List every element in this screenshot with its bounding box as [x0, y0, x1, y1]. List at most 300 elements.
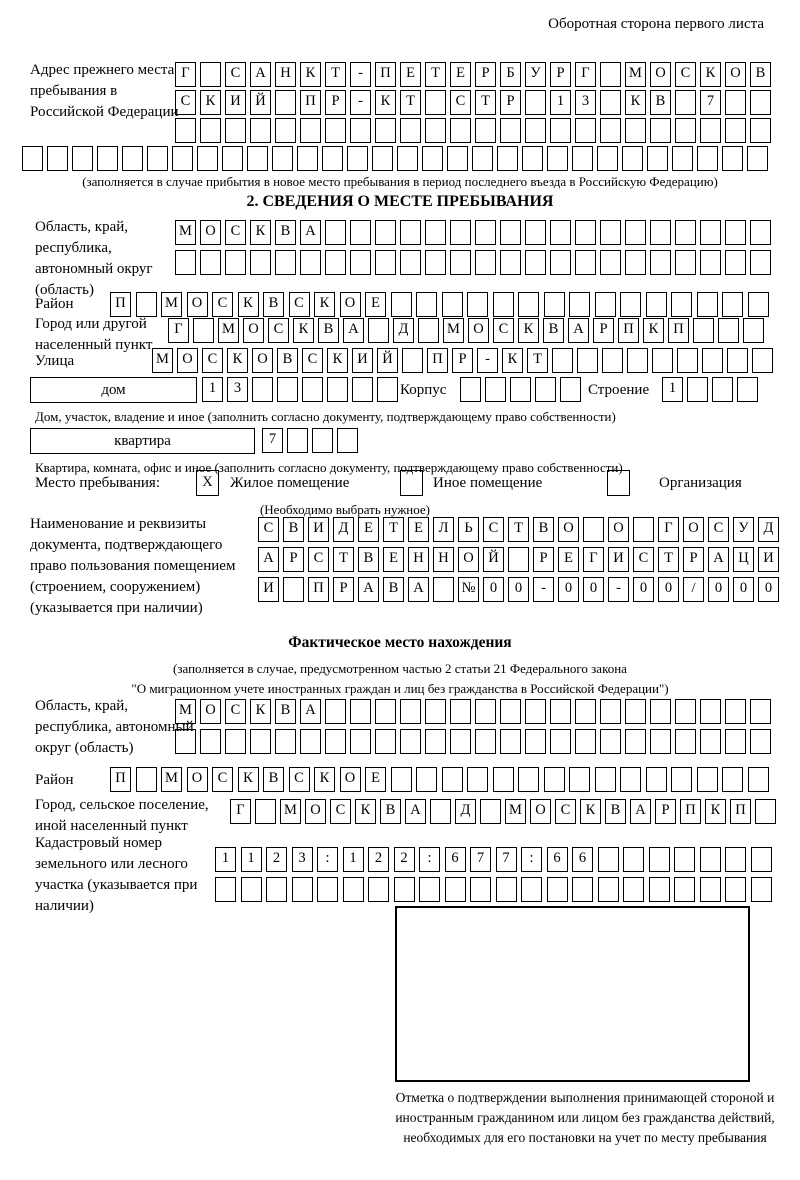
char-cell[interactable]: С	[212, 767, 233, 792]
char-cell[interactable]: В	[543, 318, 564, 343]
char-cell[interactable]: С	[225, 220, 246, 245]
char-cell[interactable]: П	[110, 292, 131, 317]
char-cell[interactable]: О	[683, 517, 704, 542]
char-cell[interactable]	[725, 118, 746, 143]
char-cell[interactable]: -	[350, 90, 371, 115]
char-cell[interactable]: К	[250, 220, 271, 245]
char-cell[interactable]: В	[275, 699, 296, 724]
char-cell[interactable]: Г	[658, 517, 679, 542]
char-cell[interactable]: В	[533, 517, 554, 542]
char-cell[interactable]	[250, 250, 271, 275]
char-cell[interactable]	[625, 729, 646, 754]
char-cell[interactable]	[725, 220, 746, 245]
char-cell[interactable]	[275, 118, 296, 143]
char-cell[interactable]: 7	[470, 847, 491, 872]
char-cell[interactable]: О	[650, 62, 671, 87]
char-cell[interactable]	[697, 146, 718, 171]
char-cell[interactable]	[215, 877, 236, 902]
char-cell[interactable]: С	[493, 318, 514, 343]
char-cell[interactable]	[372, 146, 393, 171]
char-cell[interactable]	[416, 292, 437, 317]
char-cell[interactable]	[350, 220, 371, 245]
char-cell[interactable]	[600, 699, 621, 724]
char-cell[interactable]	[650, 729, 671, 754]
document-row-2[interactable]	[258, 547, 779, 572]
stay-type-checkbox-organization[interactable]	[607, 470, 630, 496]
char-cell[interactable]	[255, 799, 276, 824]
char-cell[interactable]: К	[314, 767, 335, 792]
char-cell[interactable]: А	[408, 577, 429, 602]
char-cell[interactable]	[525, 90, 546, 115]
char-cell[interactable]	[675, 118, 696, 143]
char-cell[interactable]: М	[175, 220, 196, 245]
char-cell[interactable]	[748, 767, 769, 792]
char-cell[interactable]: О	[608, 517, 629, 542]
char-cell[interactable]: 0	[658, 577, 679, 602]
char-cell[interactable]: С	[708, 517, 729, 542]
char-cell[interactable]	[750, 118, 771, 143]
char-cell[interactable]	[600, 118, 621, 143]
char-cell[interactable]	[375, 220, 396, 245]
char-cell[interactable]: Р	[533, 547, 554, 572]
char-cell[interactable]: Е	[408, 517, 429, 542]
char-cell[interactable]	[175, 729, 196, 754]
char-cell[interactable]: К	[227, 348, 248, 373]
char-cell[interactable]	[750, 220, 771, 245]
char-cell[interactable]	[250, 729, 271, 754]
char-cell[interactable]	[250, 118, 271, 143]
char-cell[interactable]	[675, 250, 696, 275]
char-cell[interactable]: В	[263, 292, 284, 317]
char-cell[interactable]: :	[419, 847, 440, 872]
char-cell[interactable]: К	[705, 799, 726, 824]
char-cell[interactable]	[325, 118, 346, 143]
char-cell[interactable]	[547, 877, 568, 902]
char-cell[interactable]: -	[533, 577, 554, 602]
char-cell[interactable]: Д	[455, 799, 476, 824]
char-cell[interactable]: С	[225, 699, 246, 724]
char-cell[interactable]: О	[187, 292, 208, 317]
char-cell[interactable]	[623, 847, 644, 872]
char-cell[interactable]	[241, 877, 262, 902]
char-cell[interactable]	[416, 767, 437, 792]
char-cell[interactable]	[275, 90, 296, 115]
char-cell[interactable]: И	[308, 517, 329, 542]
char-cell[interactable]: А	[708, 547, 729, 572]
region-row-1[interactable]	[175, 220, 771, 245]
char-cell[interactable]	[425, 729, 446, 754]
char-cell[interactable]	[475, 250, 496, 275]
char-cell[interactable]	[252, 377, 273, 402]
char-cell[interactable]: :	[317, 847, 338, 872]
char-cell[interactable]	[350, 699, 371, 724]
char-cell[interactable]	[447, 146, 468, 171]
char-cell[interactable]: М	[505, 799, 526, 824]
char-cell[interactable]: 7	[700, 90, 721, 115]
char-cell[interactable]	[750, 729, 771, 754]
char-cell[interactable]: Т	[383, 517, 404, 542]
char-cell[interactable]: М	[161, 292, 182, 317]
cadastral-row-2[interactable]	[215, 877, 772, 902]
char-cell[interactable]: Р	[550, 62, 571, 87]
char-cell[interactable]	[671, 292, 692, 317]
char-cell[interactable]	[525, 699, 546, 724]
char-cell[interactable]	[445, 877, 466, 902]
char-cell[interactable]	[602, 348, 623, 373]
char-cell[interactable]: И	[608, 547, 629, 572]
char-cell[interactable]: Р	[475, 62, 496, 87]
char-cell[interactable]: П	[618, 318, 639, 343]
char-cell[interactable]	[535, 377, 556, 402]
char-cell[interactable]	[200, 729, 221, 754]
char-cell[interactable]: 0	[558, 577, 579, 602]
char-cell[interactable]: С	[450, 90, 471, 115]
char-cell[interactable]	[674, 877, 695, 902]
char-cell[interactable]	[472, 146, 493, 171]
char-cell[interactable]	[583, 517, 604, 542]
char-cell[interactable]	[550, 118, 571, 143]
char-cell[interactable]	[475, 220, 496, 245]
char-cell[interactable]	[752, 348, 773, 373]
char-cell[interactable]: Р	[452, 348, 473, 373]
char-cell[interactable]	[400, 118, 421, 143]
char-cell[interactable]: К	[314, 292, 335, 317]
char-cell[interactable]	[750, 250, 771, 275]
char-cell[interactable]	[572, 146, 593, 171]
char-cell[interactable]: О	[468, 318, 489, 343]
char-cell[interactable]	[368, 318, 389, 343]
char-cell[interactable]: 3	[292, 847, 313, 872]
char-cell[interactable]	[595, 767, 616, 792]
char-cell[interactable]: И	[225, 90, 246, 115]
char-cell[interactable]	[649, 847, 670, 872]
char-cell[interactable]: Н	[408, 547, 429, 572]
char-cell[interactable]: С	[268, 318, 289, 343]
char-cell[interactable]: 1	[202, 377, 223, 402]
char-cell[interactable]: В	[650, 90, 671, 115]
char-cell[interactable]	[418, 318, 439, 343]
char-cell[interactable]	[350, 250, 371, 275]
char-cell[interactable]	[737, 377, 758, 402]
char-cell[interactable]	[337, 428, 358, 453]
char-cell[interactable]: 1	[215, 847, 236, 872]
prev-address-row-3[interactable]	[175, 118, 771, 143]
char-cell[interactable]	[575, 250, 596, 275]
char-cell[interactable]: Г	[575, 62, 596, 87]
char-cell[interactable]: Н	[275, 62, 296, 87]
char-cell[interactable]: 6	[547, 847, 568, 872]
char-cell[interactable]: Н	[433, 547, 454, 572]
char-cell[interactable]	[470, 877, 491, 902]
char-cell[interactable]: 1	[662, 377, 683, 402]
char-cell[interactable]	[625, 220, 646, 245]
char-cell[interactable]	[700, 118, 721, 143]
char-cell[interactable]	[419, 877, 440, 902]
char-cell[interactable]	[72, 146, 93, 171]
char-cell[interactable]	[22, 146, 43, 171]
char-cell[interactable]	[475, 699, 496, 724]
al-region-row-1[interactable]	[175, 699, 771, 724]
char-cell[interactable]	[572, 877, 593, 902]
char-cell[interactable]	[652, 348, 673, 373]
char-cell[interactable]	[430, 799, 451, 824]
char-cell[interactable]: В	[277, 348, 298, 373]
char-cell[interactable]	[650, 220, 671, 245]
char-cell[interactable]	[400, 250, 421, 275]
char-cell[interactable]: М	[161, 767, 182, 792]
char-cell[interactable]: 2	[394, 847, 415, 872]
stroenie-row[interactable]	[662, 377, 758, 402]
char-cell[interactable]: А	[630, 799, 651, 824]
char-cell[interactable]	[425, 118, 446, 143]
char-cell[interactable]	[649, 877, 670, 902]
char-cell[interactable]	[633, 517, 654, 542]
char-cell[interactable]	[525, 220, 546, 245]
char-cell[interactable]: Д	[333, 517, 354, 542]
char-cell[interactable]	[493, 767, 514, 792]
char-cell[interactable]	[725, 699, 746, 724]
char-cell[interactable]	[493, 292, 514, 317]
char-cell[interactable]	[600, 250, 621, 275]
char-cell[interactable]	[674, 847, 695, 872]
char-cell[interactable]: О	[558, 517, 579, 542]
char-cell[interactable]: Т	[425, 62, 446, 87]
char-cell[interactable]	[425, 250, 446, 275]
prev-address-row-2[interactable]	[175, 90, 771, 115]
char-cell[interactable]: О	[200, 699, 221, 724]
char-cell[interactable]: Е	[383, 547, 404, 572]
char-cell[interactable]	[197, 146, 218, 171]
char-cell[interactable]: И	[758, 547, 779, 572]
char-cell[interactable]	[460, 377, 481, 402]
char-cell[interactable]	[595, 292, 616, 317]
char-cell[interactable]	[600, 62, 621, 87]
char-cell[interactable]	[500, 220, 521, 245]
char-cell[interactable]	[425, 699, 446, 724]
char-cell[interactable]	[400, 220, 421, 245]
char-cell[interactable]	[225, 118, 246, 143]
char-cell[interactable]	[272, 146, 293, 171]
char-cell[interactable]: О	[177, 348, 198, 373]
char-cell[interactable]: П	[668, 318, 689, 343]
char-cell[interactable]: С	[225, 62, 246, 87]
char-cell[interactable]: В	[318, 318, 339, 343]
char-cell[interactable]	[743, 318, 764, 343]
char-cell[interactable]	[700, 847, 721, 872]
char-cell[interactable]	[277, 377, 298, 402]
char-cell[interactable]	[200, 118, 221, 143]
char-cell[interactable]	[375, 250, 396, 275]
korpus-row[interactable]	[460, 377, 581, 402]
char-cell[interactable]: В	[380, 799, 401, 824]
char-cell[interactable]: И	[258, 577, 279, 602]
city-row[interactable]	[168, 318, 764, 343]
char-cell[interactable]	[400, 729, 421, 754]
char-cell[interactable]: Е	[450, 62, 471, 87]
char-cell[interactable]: 2	[368, 847, 389, 872]
char-cell[interactable]: В	[605, 799, 626, 824]
char-cell[interactable]: П	[375, 62, 396, 87]
char-cell[interactable]	[620, 292, 641, 317]
char-cell[interactable]: С	[633, 547, 654, 572]
char-cell[interactable]: М	[280, 799, 301, 824]
char-cell[interactable]: Д	[393, 318, 414, 343]
char-cell[interactable]: К	[327, 348, 348, 373]
char-cell[interactable]	[747, 146, 768, 171]
char-cell[interactable]	[650, 699, 671, 724]
char-cell[interactable]: 0	[633, 577, 654, 602]
char-cell[interactable]: С	[330, 799, 351, 824]
char-cell[interactable]: И	[352, 348, 373, 373]
char-cell[interactable]	[175, 118, 196, 143]
char-cell[interactable]	[225, 250, 246, 275]
char-cell[interactable]: 7	[262, 428, 283, 453]
char-cell[interactable]: О	[340, 767, 361, 792]
char-cell[interactable]	[544, 767, 565, 792]
char-cell[interactable]: П	[730, 799, 751, 824]
char-cell[interactable]	[147, 146, 168, 171]
char-cell[interactable]	[325, 699, 346, 724]
char-cell[interactable]	[622, 146, 643, 171]
char-cell[interactable]	[693, 318, 714, 343]
char-cell[interactable]	[544, 292, 565, 317]
char-cell[interactable]	[275, 250, 296, 275]
char-cell[interactable]	[247, 146, 268, 171]
char-cell[interactable]	[700, 220, 721, 245]
char-cell[interactable]	[175, 250, 196, 275]
char-cell[interactable]	[225, 729, 246, 754]
char-cell[interactable]: В	[263, 767, 284, 792]
char-cell[interactable]	[122, 146, 143, 171]
char-cell[interactable]: С	[289, 292, 310, 317]
char-cell[interactable]	[569, 767, 590, 792]
char-cell[interactable]	[672, 146, 693, 171]
char-cell[interactable]: 0	[708, 577, 729, 602]
char-cell[interactable]	[377, 377, 398, 402]
char-cell[interactable]: К	[355, 799, 376, 824]
char-cell[interactable]	[577, 348, 598, 373]
char-cell[interactable]	[646, 292, 667, 317]
char-cell[interactable]: Й	[250, 90, 271, 115]
char-cell[interactable]	[222, 146, 243, 171]
char-cell[interactable]: О	[243, 318, 264, 343]
char-cell[interactable]	[727, 348, 748, 373]
char-cell[interactable]	[700, 699, 721, 724]
char-cell[interactable]	[391, 292, 412, 317]
char-cell[interactable]: Г	[175, 62, 196, 87]
char-cell[interactable]	[518, 767, 539, 792]
char-cell[interactable]	[327, 377, 348, 402]
char-cell[interactable]: Т	[508, 517, 529, 542]
char-cell[interactable]	[200, 62, 221, 87]
char-cell[interactable]	[325, 250, 346, 275]
char-cell[interactable]: Г	[168, 318, 189, 343]
char-cell[interactable]	[522, 146, 543, 171]
char-cell[interactable]: С	[258, 517, 279, 542]
char-cell[interactable]	[575, 729, 596, 754]
char-cell[interactable]	[467, 767, 488, 792]
char-cell[interactable]	[518, 292, 539, 317]
char-cell[interactable]	[292, 877, 313, 902]
char-cell[interactable]	[697, 292, 718, 317]
char-cell[interactable]: А	[258, 547, 279, 572]
char-cell[interactable]	[97, 146, 118, 171]
char-cell[interactable]: П	[308, 577, 329, 602]
char-cell[interactable]: 3	[227, 377, 248, 402]
char-cell[interactable]	[325, 729, 346, 754]
char-cell[interactable]: Т	[658, 547, 679, 572]
char-cell[interactable]	[325, 220, 346, 245]
char-cell[interactable]: М	[152, 348, 173, 373]
char-cell[interactable]: А	[358, 577, 379, 602]
char-cell[interactable]: К	[502, 348, 523, 373]
char-cell[interactable]: С	[202, 348, 223, 373]
char-cell[interactable]: 7	[496, 847, 517, 872]
char-cell[interactable]	[575, 220, 596, 245]
char-cell[interactable]: П	[110, 767, 131, 792]
char-cell[interactable]: Р	[333, 577, 354, 602]
char-cell[interactable]	[283, 577, 304, 602]
char-cell[interactable]	[575, 118, 596, 143]
char-cell[interactable]: Р	[683, 547, 704, 572]
char-cell[interactable]: Р	[283, 547, 304, 572]
char-cell[interactable]	[450, 220, 471, 245]
char-cell[interactable]	[352, 377, 373, 402]
char-cell[interactable]: К	[238, 767, 259, 792]
house-number-row[interactable]	[202, 377, 398, 402]
char-cell[interactable]	[550, 250, 571, 275]
char-cell[interactable]: Е	[400, 62, 421, 87]
char-cell[interactable]: А	[300, 699, 321, 724]
char-cell[interactable]	[600, 729, 621, 754]
char-cell[interactable]	[475, 729, 496, 754]
stay-type-checkbox-other[interactable]	[400, 470, 423, 496]
char-cell[interactable]	[433, 577, 454, 602]
char-cell[interactable]	[510, 377, 531, 402]
char-cell[interactable]: О	[187, 767, 208, 792]
char-cell[interactable]	[200, 250, 221, 275]
char-cell[interactable]	[725, 729, 746, 754]
char-cell[interactable]: О	[200, 220, 221, 245]
char-cell[interactable]	[422, 146, 443, 171]
char-cell[interactable]	[347, 146, 368, 171]
char-cell[interactable]	[425, 90, 446, 115]
char-cell[interactable]	[700, 250, 721, 275]
char-cell[interactable]: Т	[400, 90, 421, 115]
char-cell[interactable]	[368, 877, 389, 902]
char-cell[interactable]	[755, 799, 776, 824]
char-cell[interactable]	[725, 847, 746, 872]
char-cell[interactable]	[425, 220, 446, 245]
char-cell[interactable]: К	[518, 318, 539, 343]
char-cell[interactable]	[497, 146, 518, 171]
char-cell[interactable]	[450, 729, 471, 754]
char-cell[interactable]: С	[212, 292, 233, 317]
char-cell[interactable]	[394, 877, 415, 902]
char-cell[interactable]	[547, 146, 568, 171]
char-cell[interactable]	[597, 146, 618, 171]
char-cell[interactable]	[500, 699, 521, 724]
char-cell[interactable]	[748, 292, 769, 317]
prev-address-row-4[interactable]	[22, 146, 768, 171]
char-cell[interactable]	[702, 348, 723, 373]
char-cell[interactable]	[525, 729, 546, 754]
char-cell[interactable]: Л	[433, 517, 454, 542]
char-cell[interactable]: Т	[333, 547, 354, 572]
char-cell[interactable]	[646, 767, 667, 792]
char-cell[interactable]	[442, 292, 463, 317]
char-cell[interactable]: А	[250, 62, 271, 87]
